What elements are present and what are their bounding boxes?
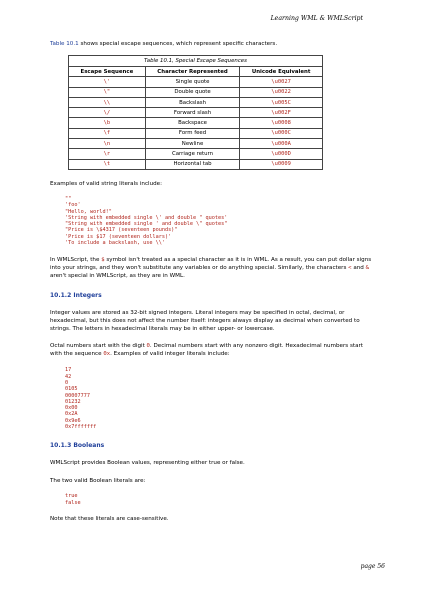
inline-code: & <box>365 265 370 272</box>
character-cell: Single quote <box>145 77 240 87</box>
table-row <box>69 97 323 107</box>
column-header: Escape Sequence <box>69 67 146 77</box>
unicode-cell: \u0022 <box>240 87 323 97</box>
escape-table-wrapper <box>68 55 323 170</box>
table-row <box>69 77 323 87</box>
code-line: true <box>65 493 78 500</box>
code-line: 0 <box>65 379 69 386</box>
character-cell: Forward slash <box>145 108 240 118</box>
unicode-cell: \u000C <box>240 128 323 138</box>
code-line: 17 <box>65 367 72 374</box>
code-line: 0x7fffffff <box>65 424 97 431</box>
running-header: Learning WML & WMLScript <box>270 15 363 22</box>
table-row <box>69 87 323 97</box>
code-line: 'String with embedded single \' and double " quotes' <box>65 214 228 221</box>
code-line: 01232 <box>65 398 81 405</box>
integer-examples <box>65 367 375 430</box>
code-line: false <box>65 499 81 506</box>
escape-cell: \r <box>69 149 146 159</box>
escape-cell: \" <box>69 87 146 97</box>
code-line: 'foo' <box>65 202 81 209</box>
table-row <box>69 159 323 169</box>
escape-cell: \b <box>69 118 146 128</box>
section-heading-integers: 10.1.2 Integers <box>50 292 102 300</box>
inline-code: 0 <box>146 343 150 350</box>
character-cell: Backslash <box>145 97 240 107</box>
section-heading-booleans: 10.1.3 Booleans <box>50 442 105 450</box>
escape-cell: \f <box>69 128 146 138</box>
code-line: "" <box>65 195 72 202</box>
string-examples <box>65 196 375 246</box>
table-row <box>69 118 323 128</box>
table-row <box>69 139 323 149</box>
boolean-literals-intro: The two valid Boolean literals are: <box>50 478 146 485</box>
table-caption: Table 10.1, Special Escape Sequences <box>68 55 323 66</box>
boolean-examples <box>65 493 375 506</box>
column-header: Unicode Equivalent <box>240 67 323 77</box>
character-cell: Horizontal tab <box>145 159 240 169</box>
escape-cell: \' <box>69 77 146 87</box>
unicode-cell: \u0009 <box>240 159 323 169</box>
escape-cell: \n <box>69 139 146 149</box>
unicode-cell: \u005C <box>240 97 323 107</box>
table-reference-link[interactable]: Table 10.1 <box>50 41 79 47</box>
code-line: "String with embedded single ' and double \" quotes" <box>65 221 228 228</box>
character-cell: Backspace <box>145 118 240 128</box>
table-intro: Table 10.1 shows special escape sequences, which represent specific characters. <box>50 41 278 47</box>
inline-code: < <box>348 265 352 272</box>
character-cell: Carriage return <box>145 149 240 159</box>
column-header: Character Represented <box>145 67 240 77</box>
character-cell: Form feed <box>145 128 240 138</box>
code-line: 0x2A <box>65 411 78 418</box>
unicode-cell: \u0008 <box>240 118 323 128</box>
code-line: 42 <box>65 373 72 380</box>
unicode-cell: \u0027 <box>240 77 323 87</box>
code-line: 'Price is $17 (seventeen dollars)' <box>65 233 172 240</box>
escape-cell: \\ <box>69 97 146 107</box>
code-line: 00007777 <box>65 392 90 399</box>
character-cell: Double quote <box>145 87 240 97</box>
table-header-row <box>69 67 323 77</box>
inline-code: $ <box>101 257 105 264</box>
character-cell: Newline <box>145 139 240 149</box>
code-line: 0x00 <box>65 405 78 412</box>
code-line: 0x9e6 <box>65 417 81 424</box>
unicode-cell: \u000A <box>240 139 323 149</box>
case-sensitive-note: Note that these literals are case-sensitive. <box>50 515 169 522</box>
octal-paragraph: Octal numbers start with the digit 0. Decimal numbers start with any nonzero digit. Hexadecimal numbers start with the sequence 0x. Examples of valid integer literals include: <box>50 343 364 358</box>
unicode-cell: \u002F <box>240 108 323 118</box>
page-content <box>50 40 375 523</box>
dollar-paragraph: In WMLScript, the $ symbol isn't treated as a special character as it is in WML. As a result, you can put dollar signs into your strings, and they won't substitute any variables or do anything special. Similarly, the characters < and & aren't special in WMLScript, as they are in WML. <box>50 257 372 280</box>
inline-code: 0x <box>103 351 111 358</box>
page-number: page 56 <box>360 563 385 570</box>
unicode-cell: \u000D <box>240 149 323 159</box>
integers-paragraph: Integer values are stored as 32-bit signed integers. Literal integers may be specified in octal, decimal, or hexadecimal, but this does not affect the number itself: integers always display as decimal when converted to strings. The letters in hexadecimal literals may be in either upper- or lowercase. <box>50 310 360 333</box>
code-line: 0105 <box>65 386 78 393</box>
code-line: 'To include a backslash, use \\' <box>65 240 165 247</box>
table-row <box>69 108 323 118</box>
strings-intro: Examples of valid string literals include: <box>50 180 163 187</box>
escape-cell: \/ <box>69 108 146 118</box>
table-row <box>69 149 323 159</box>
table-row <box>69 128 323 138</box>
booleans-paragraph: WMLScript provides Boolean values, representing either true or false. <box>50 460 245 467</box>
code-line: "Price is \$4317 (seventeen pounds)" <box>65 227 178 234</box>
escape-sequences-table <box>68 55 323 170</box>
code-line: "Hello, world!" <box>65 208 112 215</box>
escape-cell: \t <box>69 159 146 169</box>
